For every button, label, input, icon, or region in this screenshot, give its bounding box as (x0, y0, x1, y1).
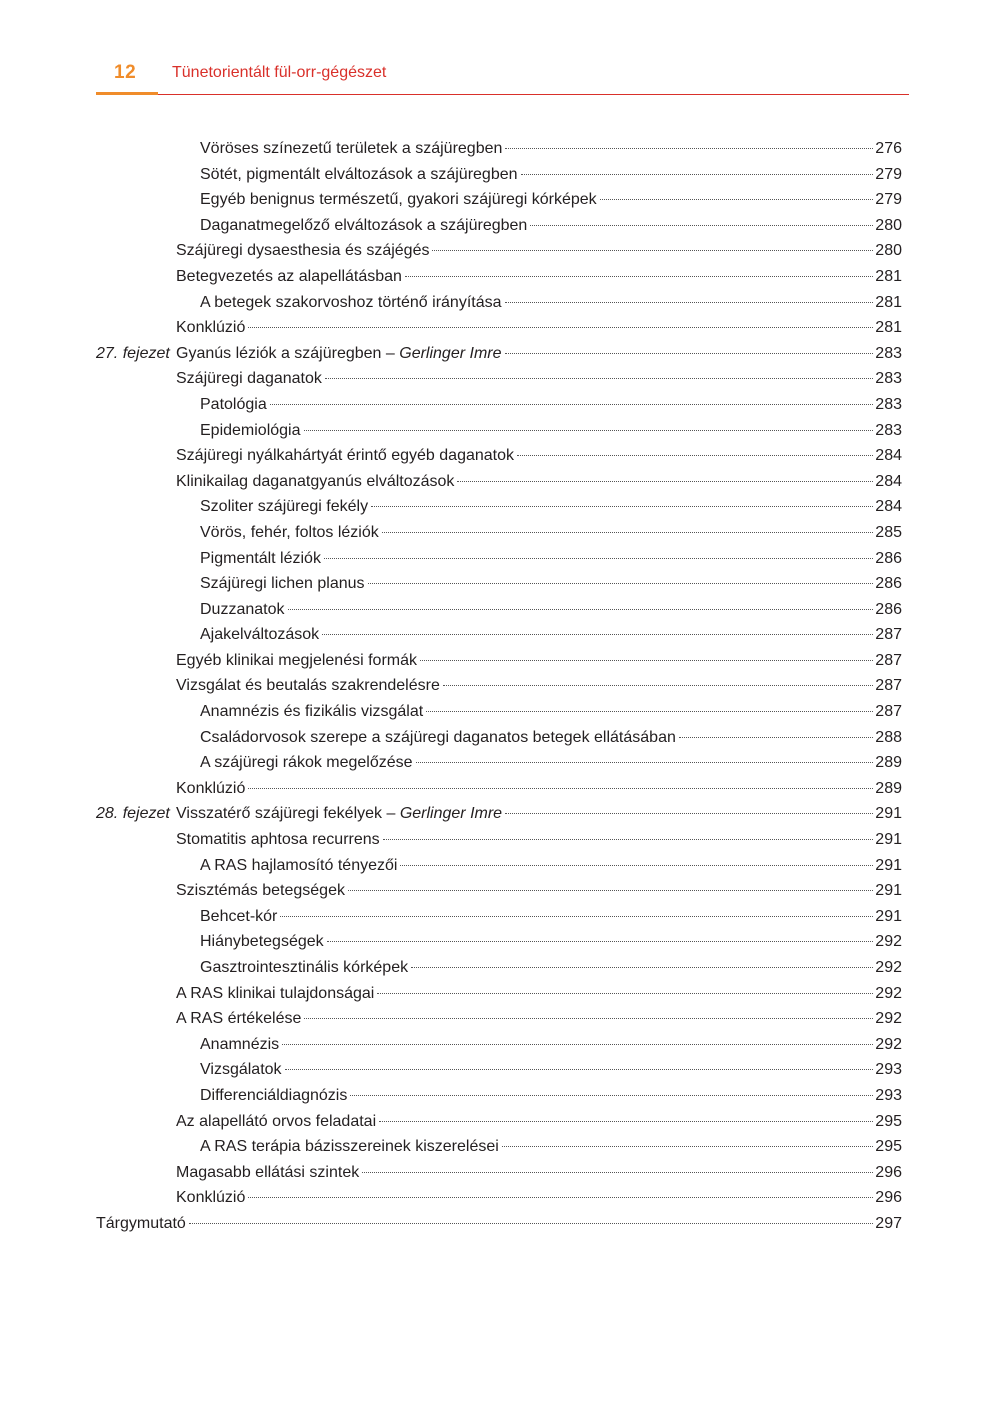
header-rule (96, 94, 909, 95)
toc-entry-title (176, 673, 442, 699)
toc-entry-page: 283 (875, 395, 902, 413)
toc-entry-title (200, 750, 415, 776)
dot-leader (304, 1018, 873, 1019)
toc-entry-title (176, 238, 431, 264)
toc-entry-title-text: Szájüregi nyálkahártyát érintő egyéb daganatok (176, 447, 514, 465)
toc-entry-title (176, 366, 324, 392)
toc-entry-title (176, 443, 516, 469)
chapter-label: 28. fejezet (96, 805, 170, 823)
dot-leader (420, 660, 873, 661)
toc-entry-page: 291 (875, 856, 902, 874)
dot-leader (457, 481, 873, 482)
toc-entry-title (176, 801, 504, 827)
toc-entry-page: 291 (875, 907, 902, 925)
toc-entry-page: 283 (875, 421, 902, 439)
toc-entry-page: 292 (875, 933, 902, 951)
toc-entry[interactable] (96, 494, 902, 520)
toc-entry[interactable] (96, 750, 902, 776)
toc-entry-page: 287 (875, 626, 902, 644)
toc-entry-title-text: Konklúzió (176, 1189, 246, 1207)
toc-entry-title-text: Szisztémás betegségek (176, 882, 345, 900)
dot-leader (350, 1095, 873, 1096)
toc-entry-page: 286 (875, 549, 902, 567)
toc-entry[interactable] (96, 469, 902, 495)
toc-entry-title-text: Egyéb klinikai megjelenési formák (176, 651, 417, 669)
toc-entry-title-text: Differenciáldiagnózis (200, 1086, 348, 1104)
toc-entry[interactable] (96, 571, 902, 597)
toc-entry-title (200, 546, 323, 572)
page-number: 12 (114, 62, 137, 83)
dot-leader (505, 353, 874, 354)
toc-entry-title-text: Magasabb ellátási szintek (176, 1163, 360, 1181)
toc-entry-title-text: Szájüregi lichen planus (200, 575, 365, 593)
toc-entry[interactable] (96, 648, 902, 674)
toc-entry-title-text: Behcet-kór (200, 907, 278, 925)
toc-entry-title (200, 622, 321, 648)
toc-entry[interactable] (96, 878, 902, 904)
dot-leader (600, 199, 874, 200)
dot-leader (443, 685, 873, 686)
toc-entry[interactable] (96, 1057, 902, 1083)
toc-entry-page: 291 (875, 805, 902, 823)
toc-entry-title-text: Visszatérő szájüregi fekélyek – (176, 805, 400, 823)
toc-entry-page: 276 (875, 140, 902, 157)
toc-entry-title (176, 648, 419, 674)
toc-entry[interactable] (96, 341, 902, 367)
toc-entry-title (176, 1160, 361, 1186)
toc-entry[interactable] (96, 776, 902, 802)
toc-entry-title (200, 853, 399, 879)
toc-entry-title-text: Egyéb benignus természetű, gyakori szájüregi kórképek (200, 191, 597, 209)
dot-leader (382, 532, 874, 533)
toc-entry[interactable] (96, 546, 902, 572)
toc-entry[interactable] (96, 366, 902, 392)
toc-entry-title-text: Patológia (200, 395, 267, 413)
toc-entry-title (176, 315, 247, 341)
toc-entry-title (200, 597, 287, 623)
dot-leader (371, 506, 873, 507)
toc-entry-title (200, 392, 269, 418)
dot-leader (432, 250, 873, 251)
toc-entry-page: 297 (875, 1214, 902, 1232)
toc-entry-title-text: Szájüregi dysaesthesia és szájégés (176, 242, 430, 260)
dot-leader (505, 148, 873, 149)
toc-entry-title-text: A RAS értékelése (176, 1010, 302, 1028)
toc-entry-page: 293 (875, 1061, 902, 1079)
toc-entry-title (200, 699, 425, 725)
toc-entry-title (176, 827, 382, 853)
toc-entry[interactable] (96, 290, 902, 316)
toc-entry-page: 279 (875, 165, 902, 183)
dot-leader (325, 378, 873, 379)
toc-entry[interactable] (96, 213, 902, 239)
toc-entry-page: 289 (875, 754, 902, 772)
toc-entry-page: 280 (875, 242, 902, 260)
toc-entry-title (200, 1057, 284, 1083)
toc-entry-page: 284 (875, 472, 902, 490)
toc-entry[interactable] (96, 238, 902, 264)
toc-entry[interactable] (96, 1032, 902, 1058)
toc-entry[interactable] (96, 1083, 902, 1109)
toc-entry-title-text: Vöröses színezetű területek a szájüregben (200, 140, 503, 157)
toc-entry-title (200, 520, 381, 546)
toc-entry[interactable] (96, 315, 902, 341)
toc-entry-page: 287 (875, 651, 902, 669)
toc-entry[interactable] (96, 981, 902, 1007)
dot-leader (416, 762, 874, 763)
toc-entry-page: 289 (875, 779, 902, 797)
toc-entry[interactable] (96, 955, 902, 981)
toc-entry-title (200, 187, 599, 213)
toc-entry-title (200, 494, 370, 520)
toc-entry-title-text: Hiánybetegségek (200, 933, 324, 951)
toc-entry-page: 291 (875, 882, 902, 900)
toc-entry-page: 296 (875, 1163, 902, 1181)
toc-entry[interactable] (96, 673, 902, 699)
toc-entry-page: 288 (875, 728, 902, 746)
toc-entry-page: 293 (875, 1086, 902, 1104)
toc-entry-title-text: Vizsgálat és beutalás szakrendelésre (176, 677, 440, 695)
toc-entry-title (200, 1134, 501, 1160)
toc-entry[interactable] (96, 827, 902, 853)
toc-entry-title-text: A betegek szakorvoshoz történő irányítása (200, 293, 502, 311)
toc-entry-page: 283 (875, 370, 902, 388)
toc-entry-page: 280 (875, 216, 902, 234)
toc-entry-title-text: Konklúzió (176, 319, 246, 337)
toc-entry-title (200, 1083, 349, 1109)
dot-leader (324, 558, 873, 559)
toc-entry-page: 286 (875, 575, 902, 593)
toc-entry[interactable] (96, 520, 902, 546)
dot-leader (505, 302, 874, 303)
dot-leader (530, 225, 873, 226)
toc-entry-title (176, 264, 404, 290)
toc-entry-title (200, 1032, 281, 1058)
dot-leader (517, 455, 873, 456)
toc-entry-title-text: Ajakelváltozások (200, 626, 320, 644)
toc-entry-title (200, 290, 504, 316)
toc-entry-title-text: Tárgymutató (96, 1214, 186, 1232)
running-title: Tünetorientált fül-orr-gégészet (172, 64, 387, 81)
dot-leader (379, 1121, 873, 1122)
toc-entry-page: 285 (875, 523, 902, 541)
toc-entry-title-text: Betegvezetés az alapellátásban (176, 267, 402, 285)
dot-leader (280, 916, 873, 917)
dot-leader (405, 276, 873, 277)
toc-entry-title (176, 1006, 303, 1032)
toc-entry[interactable] (96, 136, 902, 162)
toc-entry-title-text: Pigmentált léziók (200, 549, 321, 567)
toc-entry-page: 287 (875, 703, 902, 721)
toc-entry[interactable] (96, 1134, 902, 1160)
toc-entry-title-text: Gasztrointesztinális kórképek (200, 959, 409, 976)
toc-entry-title-text: Anamnézis és fizikális vizsgálat (200, 703, 424, 721)
toc-entry-title (200, 213, 529, 239)
toc-entry[interactable] (96, 1160, 902, 1186)
toc-entry[interactable] (96, 904, 902, 930)
toc-entry[interactable] (96, 725, 902, 751)
toc-entry-title-text: Családorvosok szerepe a szájüregi daganatos betegek ellátásában (200, 728, 676, 746)
toc-entry-title-text: Vizsgálatok (200, 1061, 282, 1079)
dot-leader (189, 1223, 873, 1224)
toc-entry-title (200, 571, 367, 597)
dot-leader (282, 1044, 873, 1045)
toc-entry-title-text: Konklúzió (176, 779, 246, 797)
dot-leader (368, 583, 874, 584)
toc-entry-title (176, 341, 504, 367)
toc-entry-title-text: A RAS hajlamosító tényezői (200, 856, 398, 874)
toc-entry-page: 286 (875, 600, 902, 618)
toc-entry-title-text: A szájüregi rákok megelőzése (200, 754, 413, 772)
chapter-label: 27. fejezet (96, 344, 170, 362)
dot-leader (679, 737, 873, 738)
header-rule-accent (96, 92, 158, 95)
toc-entry-page: 279 (875, 191, 902, 209)
dot-leader (377, 993, 873, 994)
toc-entry[interactable] (96, 264, 902, 290)
toc-entry-title-text: Epidemiológia (200, 421, 301, 439)
toc-entry-title (200, 725, 678, 751)
toc-entry-page: 284 (875, 447, 902, 465)
dot-leader (322, 634, 873, 635)
toc-entry-title (176, 776, 247, 802)
toc-entry[interactable] (96, 443, 902, 469)
toc-entry-title-text: Daganatmegelőző elváltozások a szájüregben (200, 216, 528, 234)
toc-entry-page: 292 (875, 959, 902, 976)
dot-leader (411, 967, 873, 968)
toc-entry[interactable] (96, 162, 902, 188)
toc-entry-title (96, 1211, 188, 1237)
toc-entry-title (176, 981, 376, 1007)
table-of-contents (96, 136, 902, 1237)
toc-entry[interactable] (96, 1211, 902, 1237)
toc-entry-page: 292 (875, 1010, 902, 1028)
toc-entry-title-text: Sötét, pigmentált elváltozások a szájüregben (200, 165, 518, 183)
toc-entry-title (176, 1109, 378, 1135)
toc-entry-page: 287 (875, 677, 902, 695)
dot-leader (505, 813, 873, 814)
toc-entry[interactable] (96, 418, 902, 444)
toc-entry-title (176, 469, 456, 495)
toc-entry[interactable] (96, 853, 902, 879)
toc-entry-title-text: Gyanús léziók a szájüregben – (176, 344, 400, 362)
toc-entry-title-text: Duzzanatok (200, 600, 285, 618)
dot-leader (270, 404, 874, 405)
toc-entry-page: 281 (875, 293, 902, 311)
dot-leader (400, 865, 873, 866)
toc-entry-title (200, 955, 410, 981)
toc-entry-title (200, 904, 279, 930)
toc-entry-title-text: Anamnézis (200, 1035, 280, 1053)
toc-entry-page: 292 (875, 984, 902, 1002)
toc-entry-author: Gerlinger Imre (399, 805, 503, 823)
dot-leader (327, 941, 874, 942)
toc-entry-title-text: A RAS terápia bázisszereinek kiszerelései (200, 1138, 499, 1156)
toc-entry-title (176, 1185, 247, 1211)
toc-entry-page: 281 (875, 319, 902, 337)
dot-leader (521, 174, 874, 175)
dot-leader (348, 890, 873, 891)
dot-leader (248, 1197, 873, 1198)
toc-entry[interactable] (96, 699, 902, 725)
toc-entry-page: 291 (875, 831, 902, 849)
dot-leader (383, 839, 874, 840)
dot-leader (248, 327, 873, 328)
toc-entry-page: 281 (875, 267, 902, 285)
toc-entry-page: 284 (875, 498, 902, 516)
toc-entry-title-text: Az alapellátó orvos feladatai (176, 1112, 377, 1130)
toc-entry[interactable] (96, 597, 902, 623)
toc-entry-page: 296 (875, 1189, 902, 1207)
toc-entry-title (200, 136, 504, 162)
dot-leader (502, 1146, 873, 1147)
toc-entry-author: Gerlinger Imre (399, 344, 502, 362)
dot-leader (285, 1069, 874, 1070)
dot-leader (248, 788, 873, 789)
toc-entry[interactable] (96, 622, 902, 648)
toc-entry-title (200, 162, 520, 188)
toc-entry[interactable] (96, 1185, 902, 1211)
toc-entry[interactable] (96, 187, 902, 213)
toc-entry-title-text: A RAS klinikai tulajdonságai (176, 984, 375, 1002)
toc-entry-title-text: Szájüregi daganatok (176, 370, 322, 388)
dot-leader (426, 711, 873, 712)
toc-entry-title-text: Szoliter szájüregi fekély (200, 498, 369, 516)
toc-entry[interactable] (96, 392, 902, 418)
toc-entry-page: 295 (875, 1112, 902, 1130)
toc-entry-title-text: Klinikailag daganatgyanús elváltozások (176, 472, 455, 490)
toc-entry-page: 292 (875, 1035, 902, 1053)
toc-entry-page: 283 (875, 344, 902, 362)
toc-entry[interactable] (96, 1006, 902, 1032)
dot-leader (362, 1172, 873, 1173)
dot-leader (304, 430, 874, 431)
toc-entry-title (200, 418, 303, 444)
toc-entry[interactable] (96, 929, 902, 955)
toc-entry-title (176, 878, 347, 904)
dot-leader (288, 609, 874, 610)
page-header (96, 58, 909, 96)
toc-entry-title (200, 929, 326, 955)
toc-entry-page: 295 (875, 1138, 902, 1156)
toc-entry[interactable] (96, 1109, 902, 1135)
toc-entry-title-text: Vörös, fehér, foltos léziók (200, 523, 379, 541)
toc-entry[interactable] (96, 801, 902, 827)
toc-entry-title-text: Stomatitis aphtosa recurrens (176, 831, 380, 849)
